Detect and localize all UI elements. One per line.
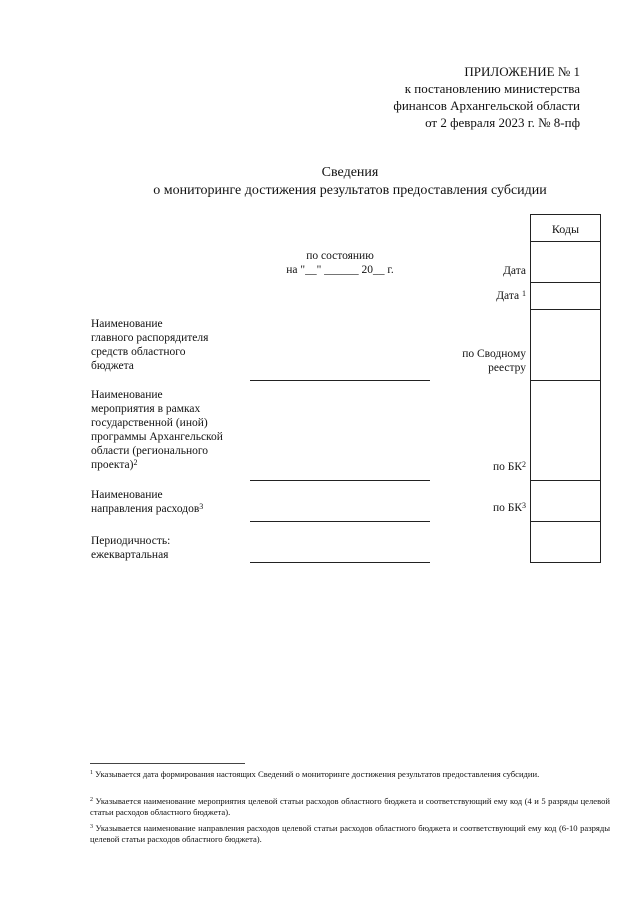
appendix-line-4: от 2 февраля 2023 г. № 8-пф [425, 115, 580, 130]
code-cell-bk-1 [530, 380, 601, 481]
date-1-text: Дата [496, 290, 520, 302]
footnote-3 [90, 823, 610, 845]
event-line-2: мероприятия в рамках [91, 403, 201, 415]
footnote-3-text: Указывается наименование направления расходов целевой статьи расходов областного бюджета и соответствующий ему код (6-10 разряды целевой статьи расходов областного бюджета). [90, 823, 610, 844]
bk-1-text: по БК [492, 461, 522, 473]
document-title: Сведения [321, 165, 379, 180]
main-manager-label [91, 317, 246, 373]
appendix-line-2: к постановлению министерства [404, 81, 580, 96]
periodicity-line-1: Периодичность: [91, 535, 171, 547]
direction-label [91, 488, 251, 516]
footnote-1-mark: 1 [90, 770, 93, 776]
event-line-1: Наименование [91, 389, 163, 401]
main-manager-line-4: бюджета [91, 360, 134, 372]
bk-2-footnote-mark: 3 [522, 501, 526, 510]
footnote-2-text: Указывается наименование мероприятия целевой статьи расходов областного бюджета и соответствующий ему код (4 и 5 разряды целевой статьи расходов областного бюджета). [90, 796, 610, 817]
appendix-line-1: ПРИЛОЖЕНИЕ № 1 [464, 64, 580, 79]
main-manager-line-1: Наименование [91, 318, 163, 330]
footnote-2 [90, 796, 610, 818]
footnote-1-text: Указывается дата формирования настоящих Сведений о мониторинге достижения результатов предоставления субсидии. [95, 769, 540, 779]
event-line-6-text: проекта) [91, 459, 134, 471]
document-subtitle: о мониторинге достижения результатов предоставления субсидии [153, 183, 547, 198]
date-1-label [440, 289, 526, 303]
event-footnote-mark: 2 [133, 458, 138, 467]
event-line-4: программы Архангельской [91, 431, 223, 443]
direction-line-1: Наименование [91, 489, 163, 501]
bk-2-label [440, 501, 526, 515]
registry-label [440, 347, 526, 375]
main-manager-line-2: главного распорядителя [91, 332, 209, 344]
code-cell-date-1 [530, 282, 601, 310]
direction-line-2 [91, 502, 251, 516]
direction-fill-line [250, 521, 430, 522]
periodicity-fill-line [250, 562, 430, 563]
code-cell-date [530, 241, 601, 283]
event-fill-line [250, 480, 430, 481]
direction-line-2-text: направления расходов [91, 503, 200, 515]
footnote-2-mark: 2 [90, 797, 93, 803]
code-cell-registry [530, 309, 601, 381]
registry-label-line-1: по Сводному [462, 348, 526, 360]
footnote-separator [90, 763, 245, 764]
as-of-label: по состоянию [306, 250, 374, 262]
main-manager-fill-line [250, 380, 430, 381]
as-of-block [250, 249, 430, 277]
event-line-3: государственной (иной) [91, 417, 208, 429]
footnote-3-mark: 3 [90, 824, 93, 830]
bk-1-label [440, 460, 526, 474]
appendix-block [330, 63, 580, 131]
bk-2-text: по БК [492, 502, 522, 514]
event-line-6 [91, 458, 251, 472]
event-line-5: области (регионального [91, 445, 209, 457]
footnote-1 [90, 769, 610, 780]
codes-header-cell: Коды [530, 214, 601, 242]
registry-label-line-2: реестру [488, 362, 526, 374]
code-cell-bk-2 [530, 480, 601, 522]
periodicity-label [91, 534, 251, 562]
as-of-date: на "__" ______ 20__ г. [286, 264, 394, 276]
main-manager-line-3: средств областного [91, 346, 186, 358]
event-label [91, 388, 251, 472]
direction-footnote-mark: 3 [199, 502, 204, 511]
date-label: Дата [503, 265, 526, 277]
date-1-footnote-mark: 1 [522, 289, 526, 298]
periodicity-line-2: ежеквартальная [91, 549, 169, 561]
code-cell-periodicity [530, 521, 601, 563]
bk-1-footnote-mark: 2 [522, 460, 526, 469]
appendix-line-3: финансов Архангельской области [393, 98, 580, 113]
